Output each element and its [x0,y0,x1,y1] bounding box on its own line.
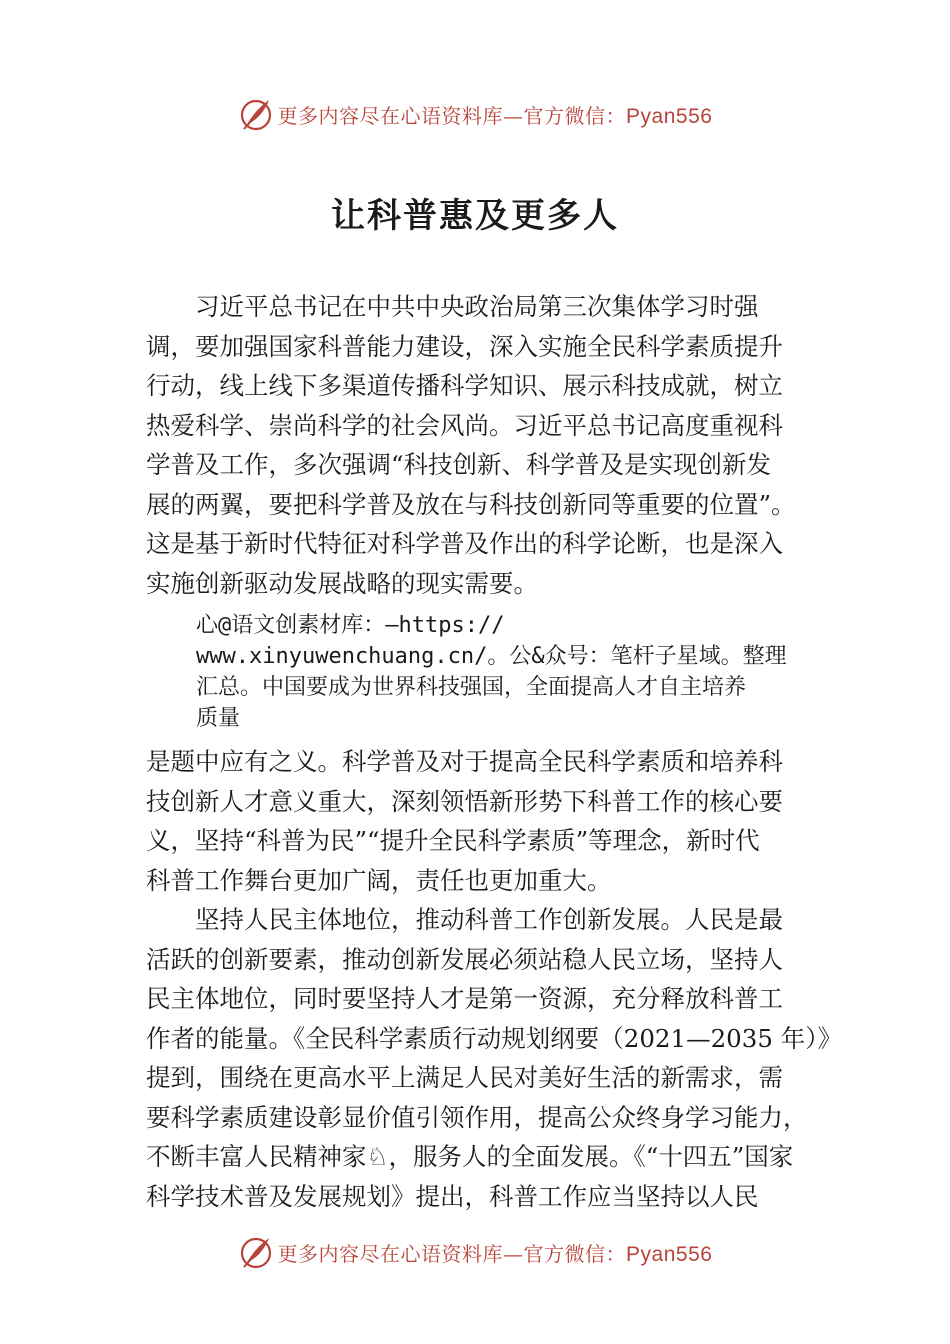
text-line: 活跃的创新要素，推动创新发展必须站稳人民立场，坚持人 [146,944,783,974]
wechat-id: Pyan556 [626,1242,713,1266]
text-line: 技创新人才意义重大，深刻领悟新形势下科普工作的核心要 [146,786,783,816]
paragraph-2 [146,742,836,900]
paragraph-1 [146,287,836,603]
text-line: 习近平总书记在中共中央政治局第三次集体学习时强 [195,292,759,321]
watermark-text: 更多内容尽在心语资料库—官方微信：Pyan556 [277,1241,713,1266]
text-line: 学普及工作，多次强调“科技创新、科学普及是实现创新发 [146,450,772,479]
text-line: 展的两翼，要把科学普及放在与科技创新同等重要的位置”。 [146,489,796,519]
footer-watermark [0,1232,950,1272]
text-line: 不断丰富人民精神家♘，服务人的全面发展。《“十四五”国家 [146,1142,794,1171]
text-line: 科学技术普及发展规划》提出，科普工作应当坚持以人民 [146,1181,759,1211]
text-line: 义，坚持“科普为民”“提升全民科学素质”等理念，新时代 [146,826,760,855]
text-line: 是题中应有之义。科学普及对于提高全民科学素质和培养科 [146,747,783,776]
feather-quill-icon [238,1234,274,1270]
text-line: 实施创新驱动发展战略的现实需要。 [146,568,538,598]
text-line: 民主体地位，同时要坚持人才是第一资源，充分释放科普工 [146,984,783,1013]
header-watermark [0,94,950,134]
text-line: 作者的能量。《全民科学素质行动规划纲要（2021—2035 年）》 [146,1023,842,1053]
inserted-watermark-note [196,610,836,734]
text-line: 坚持人民主体地位，推动科普工作创新发展。人民是最 [195,905,783,934]
paragraph-3 [146,900,842,1216]
note-line: www.xinyuwenchuang.cn/。公&众号：笔杆子星域。整理 [196,644,787,669]
text-line: 科普工作舞台更加广阔，责任也更加重大。 [146,865,612,895]
document-title: 让科普惠及更多人 [331,196,619,236]
text-line: 热爱科学、崇尚科学的社会风尚。习近平总书记高度重视科 [146,410,783,440]
note-line: 汇总。中国要成为世界科技强国，全面提高人才自主培养 [196,675,747,700]
note-line: 质量 [196,706,241,731]
wechat-id: Pyan556 [626,104,713,128]
text-line: 这是基于新时代特征对科学普及作出的科学论断，也是深入 [146,529,783,558]
note-line: 心@语文创素材库：—https:// [196,613,505,638]
text-line: 调，要加强国家科普能力建设，深入实施全民科学素质提升 [146,331,783,361]
text-line: 要科学素质建设彰显价值引领作用，提高公众终身学习能力， [146,1102,808,1132]
watermark-text: 更多内容尽在心语资料库—官方微信：Pyan556 [277,103,713,128]
text-line: 行动，线上线下多渠道传播科学知识、展示科技成就，树立 [146,371,783,400]
feather-quill-icon [238,96,274,132]
text-line: 提到，围绕在更高水平上满足人民对美好生活的新需求，需 [146,1063,783,1092]
